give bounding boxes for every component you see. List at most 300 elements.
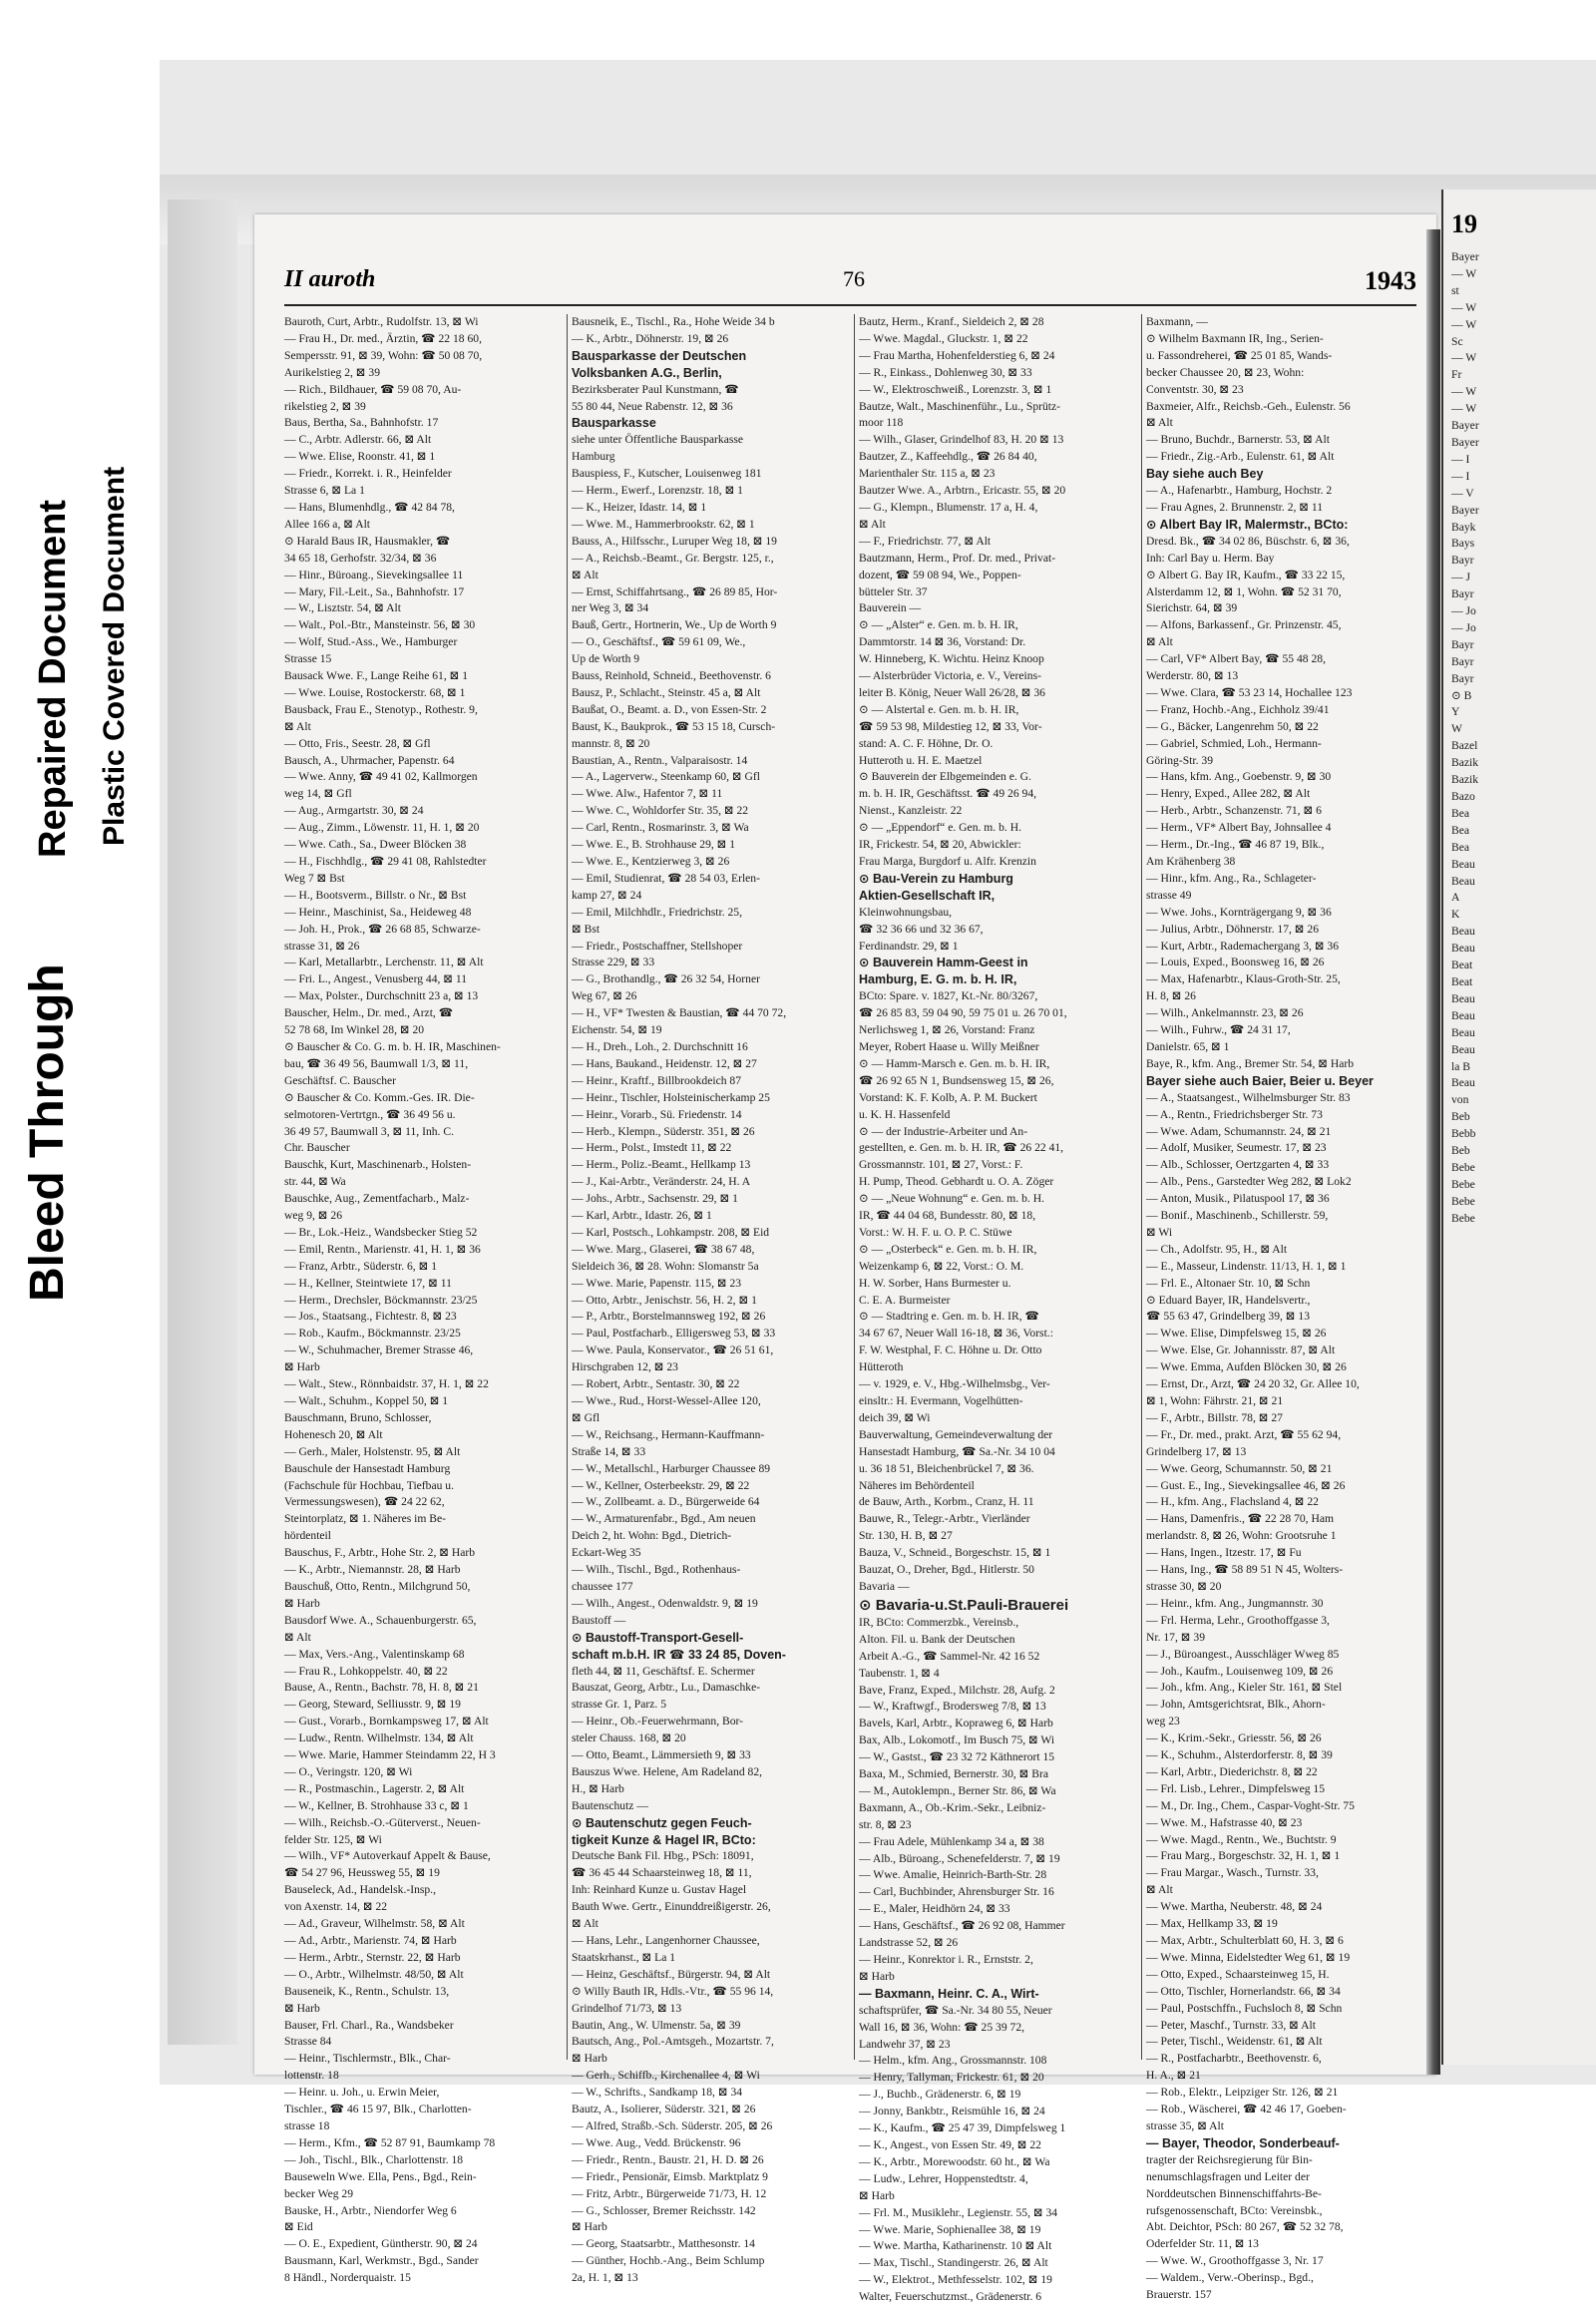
directory-entry-line: Bauschk, Kurt, Maschinenarb., Holsten- [284,1158,472,1172]
directory-entry-line: — Bayer, Theodor, Sonderbeauf- [1146,2135,1340,2150]
directory-entry-line: — Wwe. Minna, Eidelstedter Weg 61, ⊠ 19 [1146,1950,1351,1964]
directory-entry-line: ☎ 54 27 96, Heussweg 55, ⊠ 19 [284,1866,440,1880]
directory-entry-line: — W., Gastst., ☎ 23 32 72 Käthnerort 15 [859,1750,1055,1764]
directory-entry-line: ⊠ 1, Wohn: Fährstr. 21, ⊠ 21 [1146,1394,1284,1407]
directory-entry-line: — Baxmann, Heinr. C. A., Wirt- [859,1986,1039,2001]
next-page-line: Bayk [1451,520,1476,534]
next-page-line: Bebe [1451,1177,1475,1191]
directory-entry-line: H., ⊠ Harb [572,1781,624,1795]
directory-entry-line: merlandstr. 8, ⊠ 26, Wohn: Grootsruhe 1 [1146,1529,1337,1543]
directory-entry-line: — G., Brothandlg., ☎ 26 32 54, Horner [572,972,760,986]
directory-entry-line: strasse Gr. 1, Parz. 5 [572,1698,666,1712]
directory-entry-line: Bautz, Herm., Kranf., Sieldeich 2, ⊠ 28 [859,315,1044,328]
directory-entry-line: — Max, Polster., Durchschnitt 23 a, ⊠ 13 [284,989,479,1003]
directory-entry-line: Bausmann, Karl, Werkmstr., Bgd., Sander [284,2254,479,2268]
directory-entry-line: — Herm., Dr.-Ing., ☎ 46 87 19, Blk., [1146,838,1325,852]
directory-entry-line: Bautenschutz — [572,1798,648,1812]
directory-entry-line: — F., Arbtr., Billstr. 78, ⊠ 27 [1146,1410,1283,1424]
directory-entry-line: Werderstr. 80, ⊠ 13 [1146,669,1239,683]
next-page-line: ⊙ B [1451,688,1472,702]
next-page-line: Beb [1451,1110,1470,1124]
next-page-line: Bayr [1451,654,1474,668]
directory-entry-line: H. 8, ⊠ 26 [1146,989,1196,1003]
directory-entry-line: — Wilh., Fuhrw., ☎ 24 31 17, [1146,1023,1291,1037]
directory-entry-line: 55 80 44, Neue Rabenstr. 12, ⊠ 36 [572,399,733,413]
directory-entry-line: Deutsche Bank Fil. Hbg., PSch: 18091, [572,1849,754,1863]
directory-column-4 [1146,314,1422,2304]
directory-entry-line: — W., Kellner, B. Strohhause 33 c, ⊠ 1 [284,1798,469,1812]
directory-entry-line: Baus, Bertha, Sa., Bahnhofstr. 17 [284,416,439,430]
directory-entry-line: schaftsprüfer, ☎ Sa.-Nr. 34 80 55, Neuer [859,2003,1052,2017]
directory-entry-line: Vorst.: W. H. F. u. O. P. C. Stüwe [859,1225,1012,1239]
directory-entry-line: tragter der Reichsregierung für Bin- [1146,2152,1313,2166]
next-page-year: 19 [1451,209,1477,238]
directory-entry-line: Grossmannstr. 101, ⊠ 27, Vorst.: F. [859,1158,1023,1172]
directory-entry-line: — Wwe. E., B. Strohhause 29, ⊠ 1 [572,838,736,852]
next-page-line: Beat [1451,959,1473,972]
next-page-line: Bayr [1451,637,1474,651]
directory-entry-line: Baxa, M., Schmied, Bernerstr. 30, ⊠ Bra [859,1767,1049,1781]
directory-entry-line: Frau Marga, Burgdorf u. Alfr. Krenzin [859,855,1036,868]
directory-entry-line: — Wilh., Angest., Odenwaldstr. 9, ⊠ 19 [572,1596,758,1610]
directory-entry-line: Nerlichsweg 1, ⊠ 26, Vorstand: Franz [859,1023,1035,1037]
directory-entry-line: Weg 67, ⊠ 26 [572,989,637,1003]
plastic-cover-left [168,199,237,2045]
directory-entry-line: — Adolf, Musiker, Seumestr. 17, ⊠ 23 [1146,1141,1327,1155]
directory-entry-line: ⊠ Alt [1146,1883,1173,1897]
directory-entry-line: Vermessungswesen), ☎ 24 22 62, [284,1495,445,1509]
directory-entry-line: — Herb., Klempn., Süderstr. 351, ⊠ 26 [572,1124,755,1138]
directory-entry-line: — Emil, Rentn., Marienstr. 41, H. 1, ⊠ 36 [284,1242,481,1256]
directory-entry-line: Hohenesch 20, ⊠ Alt [284,1427,383,1441]
directory-entry-line: — Joh., Kaufm., Louisenweg 109, ⊠ 26 [1146,1664,1334,1678]
directory-entry-line: Baxmann, — [1146,315,1208,328]
directory-entry-line: ⊠ Harb [572,2052,607,2066]
directory-entry-line: — H., VF* Twesten & Baustian, ☎ 44 70 72, [572,1006,787,1020]
directory-entry-line: Grindelberg 17, ⊠ 13 [1146,1444,1247,1458]
directory-entry-line: Bauszat, Georg, Arbtr., Lu., Damaschke- [572,1681,761,1695]
directory-entry-line: — Herm., Poliz.-Beamt., Hellkamp 13 [572,1158,751,1172]
directory-entry-line: — Frl. M., Musiklehr., Legienstr. 55, ⊠ 34 [859,2205,1058,2219]
directory-entry-line: — Heinr., Tischler, Holsteinischerkamp 25 [572,1090,770,1104]
directory-entry-line: ⊠ Harb [284,2001,320,2015]
directory-entry-line: gestellten, e. Gen. m. b. H. IR, ☎ 26 22 41, [859,1141,1064,1155]
directory-entry-line: Baxmeier, Alfr., Reichsb.-Geh., Eulenstr. 56 [1146,399,1351,413]
next-page-line: Bayr [1451,587,1474,601]
directory-entry-line: — J., Büroangest., Ausschläger Wweg 85 [1146,1647,1340,1661]
next-page-line: Beau [1451,1076,1475,1090]
next-page-line: Beau [1451,1042,1475,1056]
directory-entry-line: Sierichstr. 64, ⊠ 39 [1146,601,1238,615]
directory-entry-line: — Otto, Beamt., Lämmersieth 9, ⊠ 33 [572,1748,751,1762]
directory-entry-line: str. 8, ⊠ 23 [859,1817,912,1831]
directory-entry-line: Bautin, Ang., W. Ulmenstr. 5a, ⊠ 39 [572,2018,741,2032]
directory-entry-line: — Wwe., Rud., Horst-Wessel-Allee 120, [572,1394,761,1407]
next-page-line: — W [1451,317,1477,331]
directory-entry-line: — Ludw., Rentn. Wilhelmstr. 134, ⊠ Alt [284,1731,474,1745]
scan-frame [160,60,1596,2304]
directory-entry-line: — Hans, Baukand., Heidenstr. 12, ⊠ 27 [572,1056,757,1070]
next-page-line: st [1451,283,1459,297]
directory-entry-line: — Aug., Zimm., Löwenstr. 11, H. 1, ⊠ 20 [284,821,480,835]
directory-entry-line: — Gerh., Maler, Holstenstr. 95, ⊠ Alt [284,1444,461,1458]
next-page-line: Bebe [1451,1160,1475,1174]
directory-entry-line: — Wwe. M., Hafstrasse 40, ⊠ 23 [1146,1815,1303,1829]
directory-entry-line: — Robert, Arbtr., Sentastr. 30, ⊠ 22 [572,1377,740,1391]
directory-entry-line: — H., Fischhdlg., ☎ 29 41 08, Rahlstedter [284,855,487,868]
directory-entry-line: — John, Amtsgerichtsrat, Blk., Ahorn- [1146,1698,1326,1712]
next-page-line: la B [1451,1059,1470,1073]
next-page-column [1451,249,1479,1228]
directory-entry-line: — Franz, Arbtr., Süderstr. 6, ⊠ 1 [284,1259,438,1273]
directory-entry-line: Bautz, A., Isolierer, Süderstr. 321, ⊠ 26 [572,2103,756,2116]
directory-entry-line: — Frau Agnes, 2. Brunnenstr. 2, ⊠ 11 [1146,500,1324,514]
directory-entry-line: — Johs., Arbtr., Sachsenstr. 29, ⊠ 1 [572,1192,738,1206]
next-page-line: Beau [1451,1008,1475,1022]
directory-entry-line: ⊙ Wilhelm Baxmann IR, Ing., Serien- [1146,331,1324,345]
directory-entry-line: — A., Lagerverw., Steenkamp 60, ⊠ Gfl [572,770,760,784]
directory-entry-line: — Wwe. Paula, Konservator., ☎ 26 51 61, [572,1344,774,1357]
directory-entry-line: Baxmann, A., Ob.-Krim.-Sekr., Leibniz- [859,1800,1046,1814]
directory-entry-line: Bauroth, Curt, Arbtr., Rudolfstr. 13, ⊠ Wi [284,315,479,328]
directory-entry-line: — Heinr., Ob.-Feuerwehrmann, Bor- [572,1715,744,1729]
directory-entry-line: — Frau H., Dr. med., Ärztin, ☎ 22 18 60, [284,331,482,345]
directory-entry-line: Dresd. Bk., ☎ 34 02 86, Büschstr. 6, ⊠ 36, [1146,534,1350,548]
directory-entry-line: ⊙ Bauscher & Co. G. m. b. H. IR, Maschinen- [284,1039,501,1053]
directory-entry-line: Dammtorstr. 14 ⊠ 36, Vorstand: Dr. [859,635,1026,649]
directory-entry-line: Hamburg, E. G. m. b. H. IR, [859,972,1017,987]
directory-entry-line: — A., Reichsb.-Beamt., Gr. Bergstr. 125, r., [572,551,774,565]
directory-entry-line: — P., Arbtr., Borstelmannsweg 192, ⊠ 26 [572,1310,766,1324]
directory-entry-line: — F., Friedrichstr. 77, ⊠ Alt [859,534,992,548]
directory-entry-line: — Carl, Buchbinder, Ahrensburger Str. 16 [859,1885,1054,1899]
next-page-line: von [1451,1093,1469,1107]
directory-entry-line: ⊙ Bau-Verein zu Hamburg [859,871,1013,886]
directory-entry-line: deich 39, ⊠ Wi [859,1410,931,1424]
page-header [284,266,1416,302]
directory-entry-line: Conventstr. 30, ⊠ 23 [1146,382,1244,396]
directory-entry-line: — K., Angest., von Essen Str. 49, ⊠ 22 [859,2137,1041,2151]
directory-entry-line: Deich 2, ht. Wohn: Bgd., Dietrich- [572,1529,732,1543]
header-rule [284,304,1416,306]
directory-entry-line: Bausneik, E., Tischl., Ra., Hohe Weide 34 b [572,315,775,328]
directory-entry-line: Bauschuß, Otto, Rentn., Milchgrund 50, [284,1579,471,1593]
directory-entry-line: — Waldem., Verw.-Oberinsp., Bgd., [1146,2271,1314,2285]
directory-entry-line: Norddeutschen Binnenschiffahrts-Be- [1146,2186,1322,2200]
directory-entry-line: — H., Dreh., Loh., 2. Durchschnitt 16 [572,1039,748,1053]
directory-entry-line: Weizenkamp 6, ⊠ 22, Vorst.: O. M. [859,1259,1024,1273]
directory-entry-line: ⊠ Alt [284,719,311,733]
directory-entry-line: 34 67 67, Neuer Wall 16-18, ⊠ 36, Vorst.: [859,1327,1053,1341]
directory-entry-line: Staatskrhanst., ⊠ La 1 [572,1950,676,1964]
header-year: 1943 [1365,266,1416,295]
directory-entry-line: steler Chauss. 168, ⊠ 20 [572,1731,686,1745]
next-page-line: Bayr [1451,554,1474,568]
directory-entry-line: Baustian, A., Rentn., Valparaisostr. 14 [572,753,748,767]
header-running-title: II auroth [284,266,376,292]
directory-entry-line: — Ad., Graveur, Wilhelmstr. 58, ⊠ Alt [284,1917,465,1931]
directory-entry-line: — Frl. Lisb., Lehrer., Dimpfelsweg 15 [1146,1781,1326,1795]
directory-entry-line: — Helm., kfm. Ang., Grossmannstr. 108 [859,2054,1047,2068]
directory-entry-line: Landwehr 37, ⊠ 23 [859,2037,951,2051]
directory-entry-line: Bautzer, Z., Kaffeehdlg., ☎ 26 84 40, [859,450,1037,464]
directory-entry-line: ⊙ — „Osterbeck“ e. Gen. m. b. H. IR, [859,1242,1037,1256]
directory-entry-line: — Alb., Pens., Garstedter Weg 282, ⊠ Lok2 [1146,1175,1352,1189]
directory-entry-line: Hutteroth u. H. E. Maetzel [859,753,983,767]
directory-entry-line: — Wwe. Else, Gr. Johannisstr. 87, ⊠ Alt [1146,1344,1336,1357]
directory-entry-line: — Wilh., Reichsb.-O.-Güterverst., Neuen- [284,1815,481,1829]
directory-entry-line: Bautzer Wwe. A., Arbtrn., Ericastr. 55, ⊠ 20 [859,484,1066,498]
directory-entry-line: schaft m.b.H. IR ☎ 33 24 85, Doven- [572,1647,786,1662]
directory-entry-line: Bax, Alb., Lokomotf., Im Busch 75, ⊠ Wi [859,1733,1055,1747]
directory-entry-line: Bausparkasse [572,416,656,431]
directory-entry-line: — Wwe. Marie, Hammer Steindamm 22, H 3 [284,1748,496,1762]
repaired-document-label: Repaired Document [32,500,74,858]
directory-entry-line: ⊙ Bauscher & Co. Komm.-Ges. IR. Die- [284,1090,475,1104]
directory-entry-line: Kleinwohnungsbau, [859,905,953,919]
directory-entry-line: Walter, Feuerschutzmst., Grädenerstr. 6 [859,2290,1042,2304]
directory-entry-line: Baust, K., Baukprok., ☎ 53 15 18, Cursch- [572,719,776,733]
directory-entry-line: — Otto, Exped., Schaarsteinweg 15, H. [1146,1967,1330,1981]
directory-entry-line: Baustoff — [572,1613,626,1627]
directory-entry-line: — Hans, Blumenhdlg., ☎ 42 84 78, [284,500,455,514]
directory-entry-line: moor 118 [859,416,904,430]
directory-entry-line: Hütteroth [859,1360,904,1374]
directory-entry-line: — O., Arbtr., Wilhelmstr. 48/50, ⊠ Alt [284,1967,464,1981]
directory-entry-line: — W., Metallschl., Harburger Chaussee 89 [572,1461,771,1475]
directory-entry-line: rufsgenossenschaft, BCto: Vereinsbk., [1146,2203,1323,2217]
directory-entry-line: — Wwe. C., Wohldorfer Str. 35, ⊠ 22 [572,804,749,818]
directory-entry-line: Inh: Reinhard Kunze u. Gustav Hagel [572,1883,747,1897]
directory-entry-line: — Wwe. Alw., Hafentor 7, ⊠ 11 [572,787,723,801]
next-page-line: — J [1451,571,1471,584]
directory-entry-line: — Joh. H., Prok., ☎ 26 68 85, Schwarze- [284,922,481,936]
directory-entry-line: ⊙ — „Alster“ e. Gen. m. b. H. IR, [859,618,1018,632]
directory-entry-line: — Jonny, Bankbtr., Reismühle 16, ⊠ 24 [859,2105,1045,2118]
directory-entry-line: — Gabriel, Schmied, Loh., Hermann- [1146,736,1322,750]
directory-entry-line: — Wilh., Ankelmannstr. 23, ⊠ 26 [1146,1006,1304,1020]
next-page-line: Bayer [1451,419,1479,433]
directory-entry-line: ⊙ Willy Bauth IR, Hdls.-Vtr., ☎ 55 96 14, [572,1984,774,1998]
directory-entry-line: — Fri. L., Angest., Venusberg 44, ⊠ 11 [284,972,468,986]
directory-entry-line: BCto: Spare. v. 1827, Kt.-Nr. 80/3267, [859,989,1038,1003]
directory-entry-line: — Frl. E., Altonaer Str. 10, ⊠ Schn [1146,1276,1311,1290]
directory-entry-line: Bauseweln Wwe. Ella, Pens., Bgd., Rein- [284,2169,477,2183]
directory-entry-line: ⊠ Bst [572,922,600,936]
next-page-line: Bays [1451,537,1475,551]
next-page-line: — I [1451,469,1470,483]
directory-entry-line: — Max, Vers.-Ang., Valentinskamp 68 [284,1647,465,1661]
directory-entry-line: Bauth Wwe. Gertr., Einunddreißigerstr. 26, [572,1900,771,1914]
directory-entry-line: — W., Elektrot., Methfesselstr. 102, ⊠ 19 [859,2273,1052,2287]
next-page-line: Beb [1451,1144,1470,1158]
next-page-line: Bayr [1451,671,1474,685]
directory-entry-line: — Friedr., Postschaffner, Stellshoper [572,939,743,953]
directory-entry-line: — Wwe. Elise, Roonstr. 41, ⊠ 1 [284,450,436,464]
directory-entry-line: — Heinr. u. Joh., u. Erwin Meier, [284,2086,440,2100]
directory-entry-line: dozent, ☎ 59 08 94, We., Poppen- [859,568,1021,581]
directory-entry-line: — Hans, Ing., ☎ 58 89 51 N 45, Wolters- [1146,1563,1344,1577]
directory-entry-line: — Wwe. W., Groothoffgasse 3, Nr. 17 [1146,2254,1324,2268]
directory-entry-line: — Heinr., Maschinist, Sa., Heideweg 48 [284,905,472,919]
directory-entry-line: — H., kfm. Ang., Flachsland 4, ⊠ 22 [1146,1495,1319,1509]
next-page-line: Bayer [1451,435,1479,449]
directory-entry-line: — K., Kaufm., ☎ 25 47 39, Dimpfelsweg 1 [859,2121,1066,2135]
directory-entry-line: Bausparkasse der Deutschen [572,348,747,363]
directory-entry-line: Str. 130, H. B, ⊠ 27 [859,1529,953,1543]
next-page-line: K [1451,908,1460,922]
directory-entry-line: becker Weg 29 [284,2186,354,2200]
bleed-through-label: Bleed Through [21,963,74,1302]
directory-entry-line: — K., Arbtr., Niemannstr. 28, ⊠ Harb [284,1563,461,1577]
directory-entry-line: — Karl, Arbtr., Idastr. 26, ⊠ 1 [572,1209,712,1223]
directory-entry-line: Vorstand: K. F. Kolb, A. P. M. Buckert [859,1090,1037,1104]
directory-entry-line: — Herb., Arbtr., Schanzenstr. 71, ⊠ 6 [1146,804,1322,818]
directory-entry-line: — W., Lisztstr. 54, ⊠ Alt [284,601,401,615]
directory-entry-line: Bavels, Karl, Arbtr., Kopraweg 6, ⊠ Harb [859,1717,1053,1730]
directory-entry-line: — M., Dr. Ing., Chem., Caspar-Voght-Str. 75 [1146,1798,1355,1812]
directory-entry-line: — Wwe. Adam, Schumannstr. 24, ⊠ 21 [1146,1124,1332,1138]
directory-entry-line: Bauza, V., Schneid., Borgeschstr. 15, ⊠ 1 [859,1546,1051,1560]
directory-entry-line: strasse 49 [1146,888,1192,902]
next-page-line: — Jo [1451,620,1476,634]
directory-entry-line: — C., Arbtr. Adlerstr. 66, ⊠ Alt [284,433,432,447]
directory-entry-line: Bausack Wwe. F., Lange Reihe 61, ⊠ 1 [284,669,469,683]
directory-entry-line: — Julius, Arbtr., Döhnerstr. 17, ⊠ 26 [1146,922,1319,936]
next-page-line: — W [1451,385,1477,399]
directory-entry-line: str. 44, ⊠ Wa [284,1175,346,1189]
directory-entry-line: — Friedr., Zig.-Arb., Eulenstr. 61, ⊠ Alt [1146,450,1335,464]
directory-entry-line: rikelstieg 2, ⊠ 39 [284,399,366,413]
directory-entry-line: Aurikelstieg 2, ⊠ 39 [284,365,381,379]
directory-entry-line: Allee 166 a, ⊠ Alt [284,517,371,531]
directory-entry-line: mannstr. 8, ⊠ 20 [572,736,650,750]
directory-entry-line: ⊠ Wi [1146,1225,1173,1239]
directory-entry-line: — Wwe. Aug., Vedd. Brückenstr. 96 [572,2135,741,2149]
directory-entry-line: — Bruno, Buchdr., Barnerstr. 53, ⊠ Alt [1146,433,1330,447]
directory-entry-line: Brauerstr. 157 [1146,2288,1212,2302]
directory-entry-line: — G., Klempn., Blumenstr. 17 a, H. 4, [859,500,1038,514]
directory-entry-line: — Wwe. Amalie, Heinrich-Barth-Str. 28 [859,1868,1047,1882]
directory-entry-line: Nr. 17, ⊠ 39 [1146,1630,1205,1644]
directory-entry-line: 52 78 68, Im Winkel 28, ⊠ 20 [284,1023,425,1037]
directory-entry-line: Sempersstr. 91, ⊠ 39, Wohn: ☎ 50 08 70, [284,348,483,362]
directory-entry-line: Baußat, O., Beamt. a. D., von Essen-Str. 2 [572,702,767,716]
directory-entry-line: siehe unter Öffentliche Bausparkasse [572,433,744,447]
directory-entry-line: Up de Worth 9 [572,652,640,666]
directory-entry-line: — Heinr., Kraftf., Billbrookdeich 87 [572,1073,742,1087]
directory-entry-line: u. 36 18 51, Bleichenbrückel 7, ⊠ 36. [859,1461,1034,1475]
directory-entry-line: Bauschus, F., Arbtr., Hohe Str. 2, ⊠ Harb [284,1546,476,1560]
directory-entry-line: ⊠ Alt [572,1917,598,1931]
directory-entry-line: Göring-Str. 39 [1146,753,1213,767]
directory-entry-line: selmotoren-Vertrtgn., ☎ 36 49 56 u. [284,1107,456,1121]
page-number: 76 [843,266,865,291]
directory-entry-line: IR, BCto: Commerzbk., Vereinsb., [859,1615,1019,1629]
directory-entry-line: — Otto, Tischler, Hornerlandstr. 66, ⊠ 34 [1146,1984,1341,1998]
directory-entry-line: — G., Bäcker, Langenrehm 50, ⊠ 22 [1146,719,1319,733]
directory-entry-line: ⊠ Alt [859,517,886,531]
directory-entry-line: — K., Krim.-Sekr., Griesstr. 56, ⊠ 26 [1146,1731,1322,1745]
directory-entry-line: — R., Postmaschin., Lagerstr. 2, ⊠ Alt [284,1781,465,1795]
directory-entry-line: — E., Maler, Heidhörn 24, ⊠ 33 [859,1902,1010,1916]
directory-entry-line: — Wwe. Marie, Sophienallee 38, ⊠ 19 [859,2222,1041,2236]
directory-entry-line: von Axenstr. 14, ⊠ 22 [284,1900,388,1914]
next-page-line: Bazik [1451,773,1479,787]
directory-entry-line: — W., Zollbeamt. a. D., Bürgerweide 64 [572,1495,760,1509]
directory-entry-line: strasse 30, ⊠ 20 [1146,1579,1222,1593]
directory-entry-line: — K., Heizer, Idastr. 14, ⊠ 1 [572,500,707,514]
directory-entry-line: — Louis, Exped., Boonsweg 16, ⊠ 26 [1146,956,1325,969]
directory-entry-line: — Paul, Postschffn., Fuchsloch 8, ⊠ Schn [1146,2001,1343,2015]
directory-entry-line: — Herm., Polst., Imstedt 11, ⊠ 22 [572,1141,732,1155]
directory-entry-line: — Alsterbrüder Victoria, e. V., Vereins- [859,669,1041,683]
directory-entry-line: Bave, Franz, Exped., Milchstr. 28, Aufg. 2 [859,1683,1055,1697]
directory-entry-line: H. W. Sorber, Hans Burmester u. [859,1276,1011,1290]
directory-entry-line: lottenstr. 18 [284,2069,339,2083]
directory-entry-line: — Friedr., Korrekt. i. R., Heinfelder [284,467,452,481]
directory-entry-line: — W., Kraftwgf., Brodersweg 7/8, ⊠ 13 [859,1700,1046,1714]
directory-entry-line: — Wwe. Martha, Katharinenstr. 10 ⊠ Alt [859,2239,1052,2253]
next-page-line: Beau [1451,991,1475,1005]
directory-entry-line: — Heinr., kfm. Ang., Jungmannstr. 30 [1146,1596,1324,1610]
directory-entry-line: ☎ 55 63 47, Grindelberg 39, ⊠ 13 [1146,1310,1311,1324]
directory-entry-line: C. E. A. Burmeister [859,1293,951,1307]
directory-entry-line: — Wolf, Stud.-Ass., We., Hamburger [284,635,458,649]
directory-entry-line: Taubenstr. 1, ⊠ 4 [859,1666,940,1680]
directory-entry-line: Oderfelder Str. 11, ⊠ 13 [1146,2237,1259,2251]
directory-entry-line: Hamburg [572,450,615,464]
directory-entry-line: — Friedr., Pensionär, Eimsb. Marktplatz 9 [572,2169,768,2183]
next-page-line: — Jo [1451,604,1476,618]
directory-entry-line: Wall 16, ⊠ 36, Wohn: ☎ 25 39 72, [859,2020,1025,2034]
directory-entry-line: Bay siehe auch Bey [1146,467,1264,482]
directory-entry-line: Bausdorf Wwe. A., Schauenburgerstr. 65, [284,1613,477,1627]
directory-entry-line: ⊠ Harb [572,2220,607,2234]
next-page-line: Bea [1451,823,1470,837]
directory-entry-line: Eckart-Weg 35 [572,1546,641,1560]
directory-entry-line: — Wwe. Anny, ☎ 49 41 02, Kallmorgen [284,770,478,784]
directory-entry-line: — Heinz, Geschäftsf., Bürgerstr. 94, ⊠ Alt [572,1967,771,1981]
directory-entry-line: Alsterdamm 12, ⊠ 1, Wohn. ☎ 52 31 70, [1146,584,1342,598]
directory-entry-line: — Gust. E., Ing., Sievekingsallee 46, ⊠ 26 [1146,1478,1346,1492]
directory-entry-line: Bauschule der Hansestadt Hamburg [284,1461,451,1475]
directory-entry-line: Bauspiess, F., Kutscher, Louisenweg 181 [572,467,762,481]
directory-entry-line: Bautze, Walt., Maschinenführ., Lu., Sprütz- [859,399,1061,413]
directory-entry-line: Bauss, A., Hilfsschr., Luruper Weg 18, ⊠ 19 [572,534,777,548]
directory-entry-line: ⊠ Alt [1146,416,1173,430]
directory-entry-line: IR, Frickestr. 54, ⊠ 20, Abwickler: [859,838,1021,852]
directory-entry-line: ⊙ Albert G. Bay IR, Kaufm., ☎ 33 22 15, [1146,568,1346,581]
directory-entry-line: — Emil, Milchhdlr., Friedrichstr. 25, [572,905,742,919]
directory-entry-line: becker Chaussee 20, ⊠ 23, Wohn: [1146,365,1305,379]
next-page-line: — I [1451,452,1470,466]
directory-entry-line: Bauzat, O., Dreher, Bgd., Hitlerstr. 50 [859,1563,1034,1577]
directory-entry-line: — Emil, Studienrat, ☎ 28 54 03, Erlen- [572,871,760,885]
directory-entry-line: Eichenstr. 54, ⊠ 19 [572,1023,662,1037]
directory-entry-line: ⊙ Eduard Bayer, IR, Handelsvertr., [1146,1293,1311,1307]
directory-entry-line: — R., Postfacharbtr., Beethovenstr. 6, [1146,2052,1322,2066]
directory-entry-line: ☎ 26 85 83, 59 04 90, 59 75 01 u. 26 70 01, [859,1006,1067,1020]
directory-entry-line: — Wwe. Marg., Glaserei, ☎ 38 67 48, [572,1242,755,1256]
directory-entry-line: strasse 35, ⊠ Alt [1146,2118,1224,2132]
directory-entry-line: — Hinr., Büroang., Sievekingsallee 11 [284,568,464,581]
directory-entry-line: — Jos., Staatsang., Fichtestr. 8, ⊠ 23 [284,1310,457,1324]
directory-entry-line: — Otto, Arbtr., Jenischstr. 56, H. 2, ⊠ 1 [572,1293,757,1307]
directory-entry-line: Alton. Fil. u. Bank der Deutschen [859,1632,1015,1646]
directory-entry-line: F. W. Westphal, F. C. Höhne u. Dr. Otto [859,1344,1042,1357]
directory-entry-line: Bausback, Frau E., Stenotyp., Rothestr. 9, [284,702,478,716]
